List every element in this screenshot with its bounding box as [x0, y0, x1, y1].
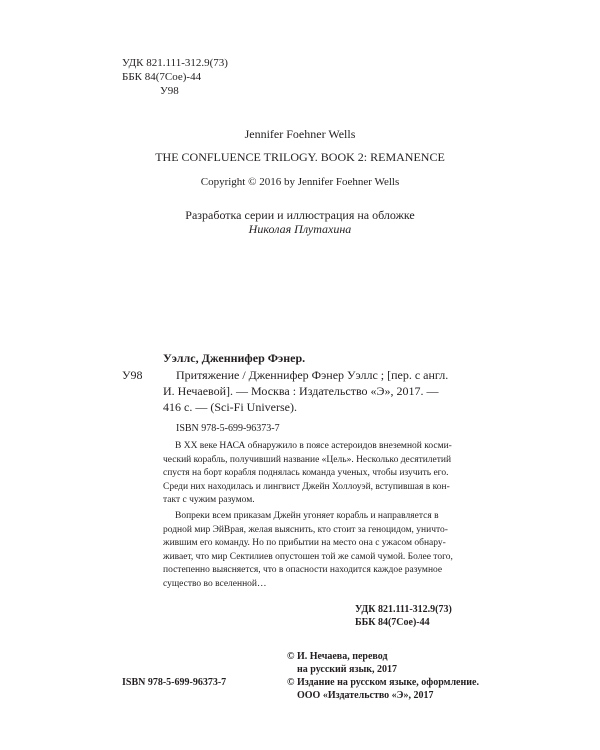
annotation-line: ческий корабль, получивший название «Цель». Несколько десятилетий — [163, 454, 452, 465]
catalog-mark: У98 — [122, 368, 143, 382]
copyright-edition-line2: ООО «Издательство «Э», 2017 — [297, 690, 434, 701]
copyright-translation-line1: © И. Нечаева, перевод — [287, 651, 388, 662]
annotation-line: такт с чужим разумом. — [163, 495, 255, 505]
annotation-line: Вопреки всем приказам Джейн угоняет корабль и направляется в — [175, 511, 439, 521]
original-copyright: Copyright © 2016 by Jennifer Foehner Wells — [200, 176, 400, 188]
catalog-line-2: И. Нечаевой]. — Москва : Издательство «Э», 2017. — — [163, 384, 439, 398]
catalog-heading: Уэллс, Дженнифер Фэнер. — [163, 351, 306, 365]
copyright-translation-line2: на русский язык, 2017 — [297, 664, 398, 675]
annotation-line: родной мир ЭйВрая, желая выяснить, кто стоит за геноцидом, уничто- — [163, 524, 448, 535]
bbk-code-bottom: ББК 84(7Сое)-44 — [355, 617, 430, 628]
original-author: Jennifer Foehner Wells — [244, 127, 356, 141]
author-mark-top: У98 — [160, 85, 179, 97]
catalog-isbn: ISBN 978-5-699-96373-7 — [176, 423, 280, 434]
bbk-code-top: ББК 84(7Сое)-44 — [122, 71, 202, 83]
design-credit-line1: Разработка серии и иллюстрация на обложке — [185, 208, 415, 222]
annotation-line: живает, что мир Сектилиев опустошен той же самой чумой. Более того, — [163, 551, 453, 562]
udk-code-bottom: УДК 821.111-312.9(73) — [355, 604, 452, 615]
catalog-line-3: 416 с. — (Sci-Fi Universe). — [163, 400, 297, 414]
annotation-line: жившим его команду. Но по прибытии на место она с ужасом обнару- — [163, 538, 446, 548]
annotation-line: существо во вселенной… — [163, 578, 267, 589]
annotation-line: постепенно выясняется, что в опасности находится каждое разумное — [163, 565, 443, 575]
annotation-paragraph-1 — [163, 440, 452, 508]
original-series-title: THE CONFLUENCE TRILOGY. BOOK 2: REMANENCE — [155, 150, 445, 164]
design-credit-line2: Николая Плутахина — [248, 222, 352, 236]
annotation-line: спустя на борт корабля поднялась команда ученых, чтобы изучить его. — [163, 468, 449, 478]
annotation-paragraph-2 — [163, 510, 453, 591]
catalog-line-1: Притяжение / Дженнифер Фэнер Уэллс ; [пер. с англ. — [176, 368, 449, 382]
footer-isbn: ISBN 978-5-699-96373-7 — [122, 677, 227, 688]
annotation-line: В XX веке НАСА обнаружило в поясе астероидов внеземной косми- — [175, 441, 452, 451]
annotation-line: Среди них находилась и лингвист Джейн Холлоуэй, вступившая в кон- — [163, 481, 450, 492]
copyright-edition-line1: © Издание на русском языке, оформление. — [287, 677, 479, 688]
udk-code-top: УДК 821.111-312.9(73) — [122, 57, 228, 69]
